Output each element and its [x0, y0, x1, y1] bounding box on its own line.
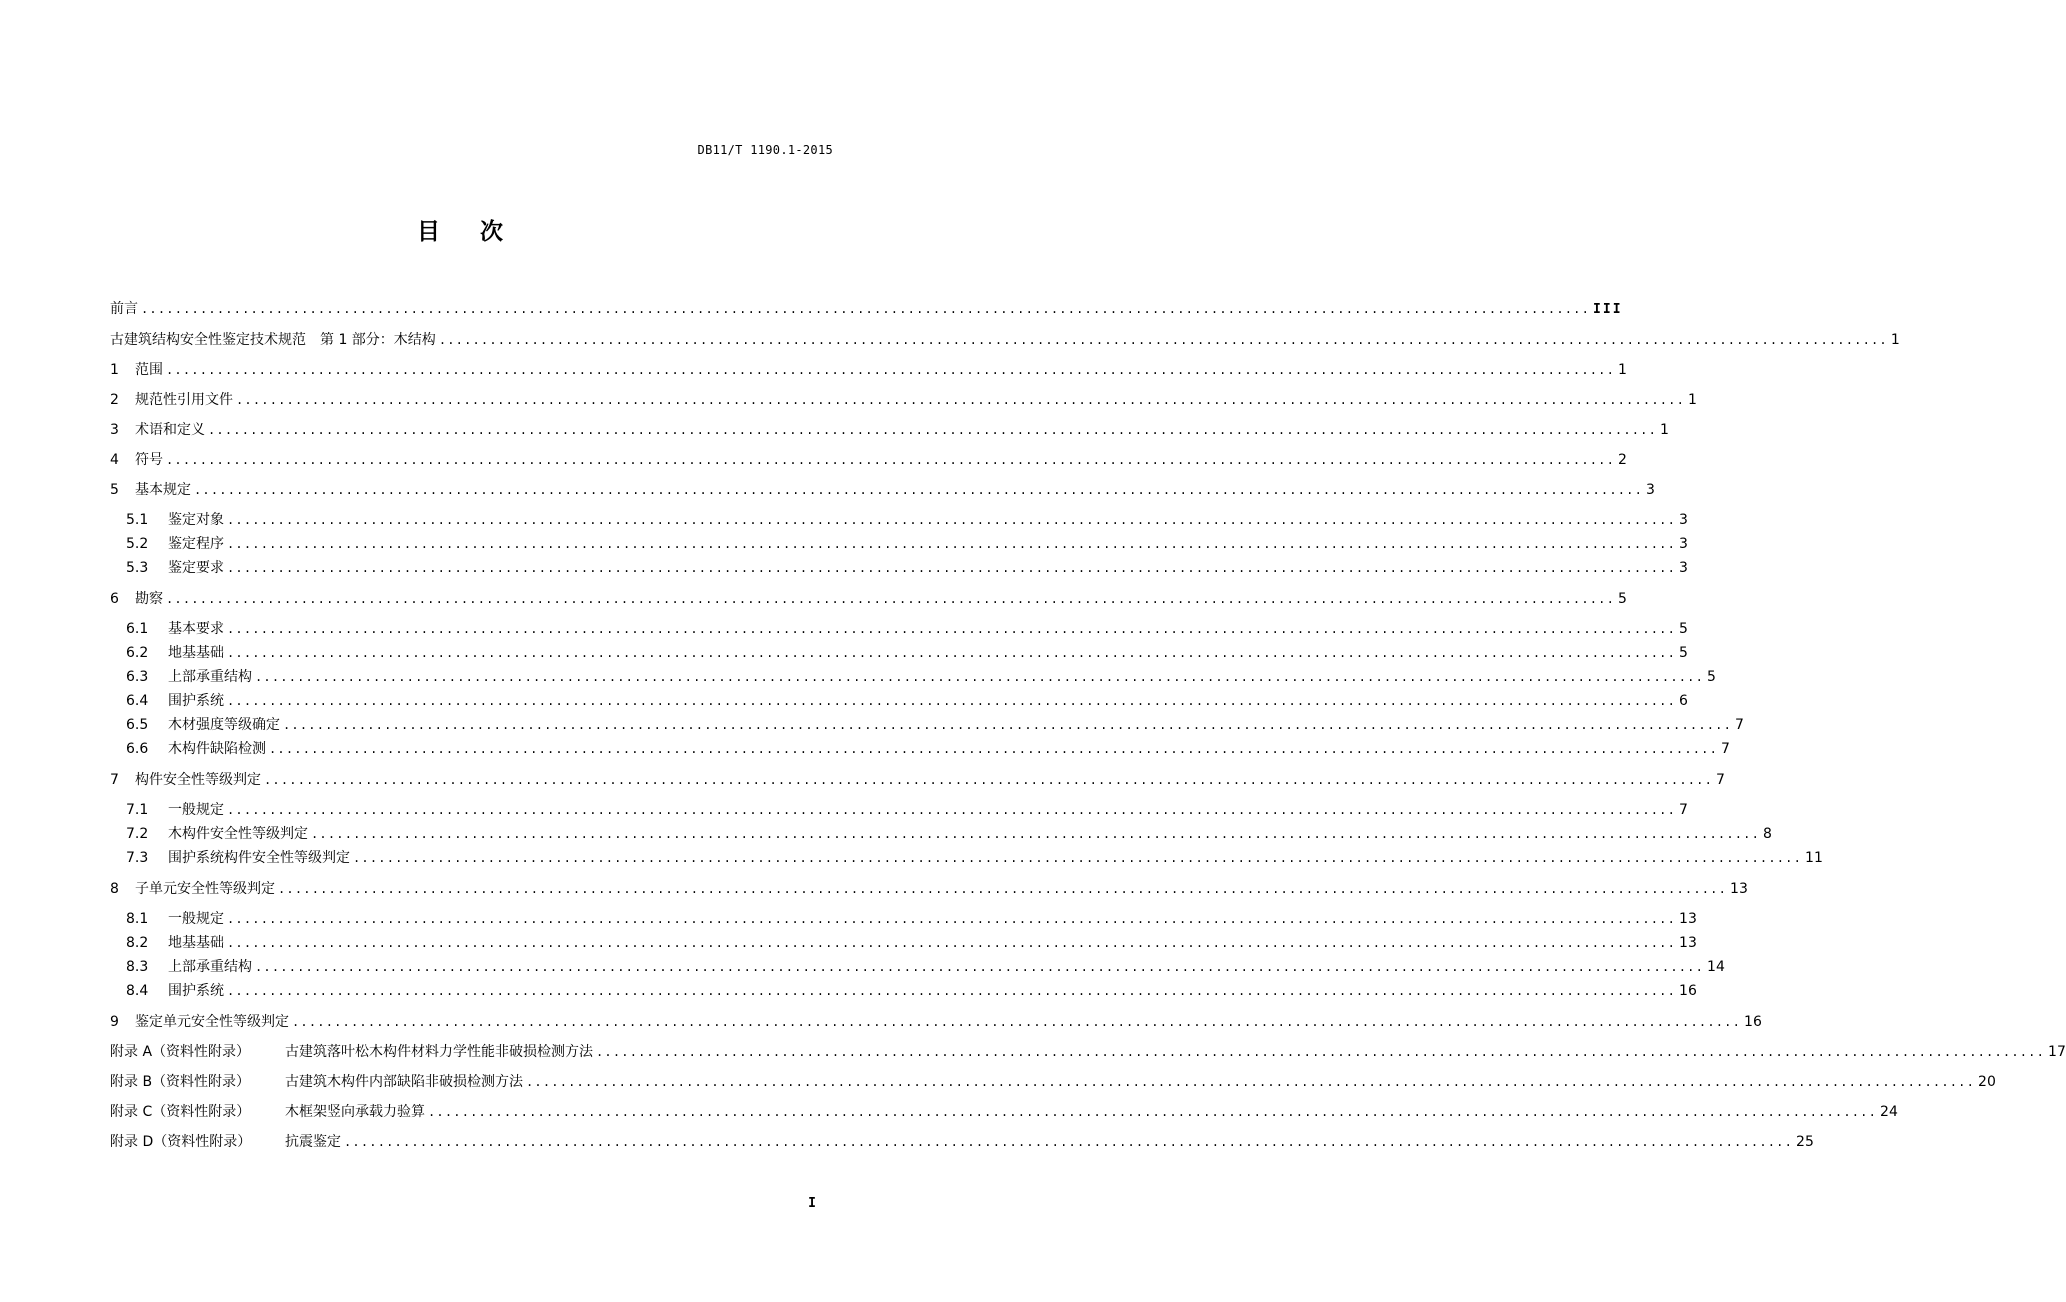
toc-entry-page: 13 [1679, 935, 1697, 951]
toc-entry-number: 8.2 [126, 935, 149, 951]
toc-entry-title: 围护系统构件安全性等级判定 [168, 850, 350, 866]
toc-dot-leader: ............................................................................................................................................................................ [438, 333, 1888, 347]
toc-dot-leader: ............................................................................................................................................................................ [278, 882, 1728, 896]
toc-entry[interactable] [110, 1131, 1814, 1153]
toc-entry-page: 6 [1679, 693, 1688, 709]
toc-entry-number: 5.3 [126, 560, 149, 576]
toc-entry-number: 6.1 [126, 621, 149, 637]
toc-dot-leader: ............................................................................................................................................................................ [227, 561, 1677, 575]
toc-dot-leader: ............................................................................................................................................................................ [227, 803, 1677, 817]
toc-dot-leader: ............................................................................................................................................................................ [166, 592, 1616, 606]
toc-entry-title: 前言 [110, 301, 138, 317]
toc-entry[interactable] [110, 419, 1669, 441]
toc-entry-number: 8.4 [126, 983, 149, 999]
toc-entry-title: 鉴定单元安全性等级判定 [135, 1014, 289, 1030]
toc-entry[interactable] [110, 359, 1627, 381]
toc-entry-title: 围护系统 [168, 983, 224, 999]
toc-entry[interactable] [126, 533, 1688, 555]
toc-entry-page: 13 [1679, 911, 1697, 927]
toc-dot-leader: ............................................................................................................................................................................ [227, 622, 1677, 636]
toc-entry[interactable] [110, 1011, 1762, 1033]
toc-entry-number: 8 [110, 881, 119, 897]
toc-entry[interactable] [110, 329, 1900, 351]
toc-entry-number: 附录 A（资料性附录） [110, 1044, 251, 1060]
toc-dot-leader: ............................................................................................................................................................................ [166, 453, 1616, 467]
toc-entry[interactable] [126, 956, 1725, 978]
toc-entry-page: 3 [1679, 536, 1688, 552]
toc-entry[interactable] [126, 908, 1697, 930]
toc-dot-leader: ............................................................................................................................................................................ [596, 1045, 2046, 1059]
toc-entry-page: 1 [1890, 332, 1900, 348]
toc-entry-number: 2 [110, 392, 119, 408]
toc-entry[interactable] [126, 799, 1688, 821]
toc-entry-page: 17 [2048, 1044, 2066, 1060]
toc-entry[interactable] [126, 980, 1697, 1002]
toc-entry-page: 7 [1735, 717, 1744, 733]
toc-entry-title: 范围 [135, 362, 163, 378]
toc-entry-title: 木材强度等级确定 [168, 717, 280, 733]
toc-entry-page: 5 [1679, 621, 1688, 637]
toc-entry-page: 5 [1618, 591, 1627, 607]
toc-entry-number: 9 [110, 1014, 119, 1030]
toc-entry-page: 5 [1679, 645, 1688, 661]
toc-dot-leader: ............................................................................................................................................................................ [227, 936, 1677, 950]
toc-entry[interactable] [110, 1101, 1898, 1123]
toc-entry-number: 8.1 [126, 911, 149, 927]
toc-dot-leader: ............................................................................................................................................................................ [269, 742, 1719, 756]
toc-dot-leader: ............................................................................................................................................................................ [227, 537, 1677, 551]
toc-dot-leader: ............................................................................................................................................................................ [227, 646, 1677, 660]
toc-entry-page: 3 [1646, 482, 1655, 498]
toc-entry-number: 6.2 [126, 645, 149, 661]
toc-entry-number: 3 [110, 422, 119, 438]
toc-entry[interactable] [110, 588, 1627, 610]
toc-entry-page: 16 [1679, 983, 1697, 999]
toc-entry-title: 古建筑落叶松木构件材料力学性能非破损检测方法 [285, 1044, 593, 1060]
toc-entry-page: 1 [1618, 362, 1627, 378]
toc-entry-number: 附录 B（资料性附录） [110, 1074, 251, 1090]
toc-entry[interactable] [126, 714, 1744, 736]
toc-entry[interactable] [126, 847, 1823, 869]
toc-entry-page: 7 [1721, 741, 1730, 757]
toc-entry[interactable] [110, 449, 1627, 471]
toc-entry-title: 抗震鉴定 [285, 1134, 341, 1150]
toc-entry-page: 24 [1880, 1104, 1898, 1120]
toc-entry[interactable] [126, 618, 1688, 640]
toc-entry-page: 7 [1716, 772, 1725, 788]
toc-entry-title: 术语和定义 [135, 422, 205, 438]
toc-entry-page: 16 [1744, 1014, 1762, 1030]
toc-entry[interactable] [126, 509, 1688, 531]
toc-entry-page: 13 [1730, 881, 1748, 897]
toc-entry-page: 3 [1679, 560, 1688, 576]
toc-entry-page: 1 [1688, 392, 1697, 408]
toc-entry-page: 20 [1978, 1074, 1996, 1090]
toc-entry-page: 3 [1679, 512, 1688, 528]
toc-entry-title: 符号 [135, 452, 163, 468]
toc-entry-number: 5 [110, 482, 119, 498]
toc-dot-leader: ............................................................................................................................................................................ [344, 1135, 1794, 1149]
toc-entry[interactable] [126, 666, 1716, 688]
toc-entry-number: 8.3 [126, 959, 149, 975]
toc-dot-leader: ............................................................................................................................................................................ [166, 363, 1616, 377]
toc-entry-number: 附录 D（资料性附录） [110, 1134, 252, 1150]
toc-entry-title: 一般规定 [168, 911, 224, 927]
toc-dot-leader: ............................................................................................................................................................................ [194, 483, 1644, 497]
toc-dot-leader: ............................................................................................................................................................................ [227, 984, 1677, 998]
toc-entry-page: 2 [1618, 452, 1627, 468]
toc-entry-number: 6 [110, 591, 119, 607]
toc-dot-leader: ............................................................................................................................................................................ [227, 513, 1677, 527]
toc-entry[interactable] [110, 479, 1655, 501]
toc-entry-number: 7.2 [126, 826, 149, 842]
toc-entry-number: 7.1 [126, 802, 149, 818]
toc-entry-title: 构件安全性等级判定 [135, 772, 261, 788]
toc-entry-page: 7 [1679, 802, 1688, 818]
toc-entry-number: 7 [110, 772, 119, 788]
toc-entry-title: 木构件缺陷检测 [168, 741, 266, 757]
toc-dot-leader: ............................................................................................................................................................................ [353, 851, 1803, 865]
toc-entry-title: 鉴定要求 [168, 560, 224, 576]
toc-entry-title: 基本规定 [135, 482, 191, 498]
toc-entry[interactable] [126, 642, 1688, 664]
toc-dot-leader: ............................................................................................................................................................................ [227, 694, 1677, 708]
page-title: 目 次 [416, 219, 519, 245]
toc-entry[interactable] [110, 878, 1748, 900]
toc-entry-title: 勘察 [135, 591, 163, 607]
toc-entry-page: 14 [1707, 959, 1725, 975]
toc-entry-title: 鉴定对象 [168, 512, 224, 528]
toc-entry[interactable] [110, 769, 1725, 791]
toc-entry-title: 古建筑结构安全性鉴定技术规范 第 1 部分：木结构 [110, 332, 436, 348]
toc-entry-title: 子单元安全性等级判定 [135, 881, 275, 897]
toc-entry-title: 一般规定 [168, 802, 224, 818]
toc-entry-title: 鉴定程序 [168, 536, 224, 552]
toc-entry-number: 4 [110, 452, 119, 468]
toc-entry-number: 5.1 [126, 512, 149, 528]
document-code: DB11/T 1190.1-2015 [697, 143, 833, 157]
toc-entry-title: 木框架竖向承载力验算 [285, 1104, 425, 1120]
toc-dot-leader: ............................................................................................................................................................................ [526, 1075, 1976, 1089]
toc-entry-title: 古建筑木构件内部缺陷非破损检测方法 [285, 1074, 523, 1090]
toc-entry-title: 上部承重结构 [168, 959, 252, 975]
toc-dot-leader: ............................................................................................................................................................................ [292, 1015, 1742, 1029]
toc-dot-leader: ............................................................................................................................................................................ [311, 827, 1761, 841]
toc-entry-title: 地基基础 [168, 935, 224, 951]
toc-entry[interactable] [110, 1071, 1996, 1093]
toc-dot-leader: ............................................................................................................................................................................ [283, 718, 1733, 732]
toc-entry-page: 8 [1763, 826, 1772, 842]
toc-entry-number: 6.3 [126, 669, 149, 685]
toc-entry-page: 11 [1805, 850, 1823, 866]
toc-entry-title: 上部承重结构 [168, 669, 252, 685]
toc-entry[interactable] [110, 389, 1697, 411]
toc-dot-leader: ............................................................................................................................................................................ [428, 1105, 1878, 1119]
toc-entry[interactable] [126, 690, 1688, 712]
toc-entry-number: 6.5 [126, 717, 149, 733]
toc-entry-title: 围护系统 [168, 693, 224, 709]
toc-dot-leader: ............................................................................................................................................................................ [264, 773, 1714, 787]
toc-entry[interactable] [110, 1041, 2066, 1063]
toc-entry-number: 5.2 [126, 536, 149, 552]
toc-entry-number: 7.3 [126, 850, 149, 866]
toc-entry-page: 5 [1707, 669, 1716, 685]
page-number: I [808, 1196, 816, 1211]
toc-entry-page: III [1593, 302, 1623, 317]
toc-entry[interactable] [126, 823, 1772, 845]
toc-dot-leader: ............................................................................................................................................................................ [255, 960, 1705, 974]
toc-entry-title: 地基基础 [168, 645, 224, 661]
toc-entry-number: 6.6 [126, 741, 149, 757]
toc-entry-number: 6.4 [126, 693, 149, 709]
toc-entry-number: 1 [110, 362, 119, 378]
toc-entry-page: 1 [1660, 422, 1669, 438]
toc-dot-leader: ............................................................................................................................................................................ [236, 393, 1686, 407]
toc-entry-title: 规范性引用文件 [135, 392, 233, 408]
toc-dot-leader: ............................................................................................................................................................................ [255, 670, 1705, 684]
toc-entry-title: 基本要求 [168, 621, 224, 637]
toc-entry[interactable] [110, 298, 1623, 320]
toc-entry-page: 25 [1796, 1134, 1814, 1150]
toc-entry[interactable] [126, 557, 1688, 579]
toc-entry[interactable] [126, 738, 1730, 760]
toc-dot-leader: ............................................................................................................................................................................ [227, 912, 1677, 926]
toc-entry-number: 附录 C（资料性附录） [110, 1104, 251, 1120]
toc-entry[interactable] [126, 932, 1697, 954]
toc-dot-leader: ............................................................................................................................................................................ [208, 423, 1658, 437]
toc-dot-leader: ............................................................................................................................................................................ [141, 302, 1591, 316]
toc-entry-title: 木构件安全性等级判定 [168, 826, 308, 842]
